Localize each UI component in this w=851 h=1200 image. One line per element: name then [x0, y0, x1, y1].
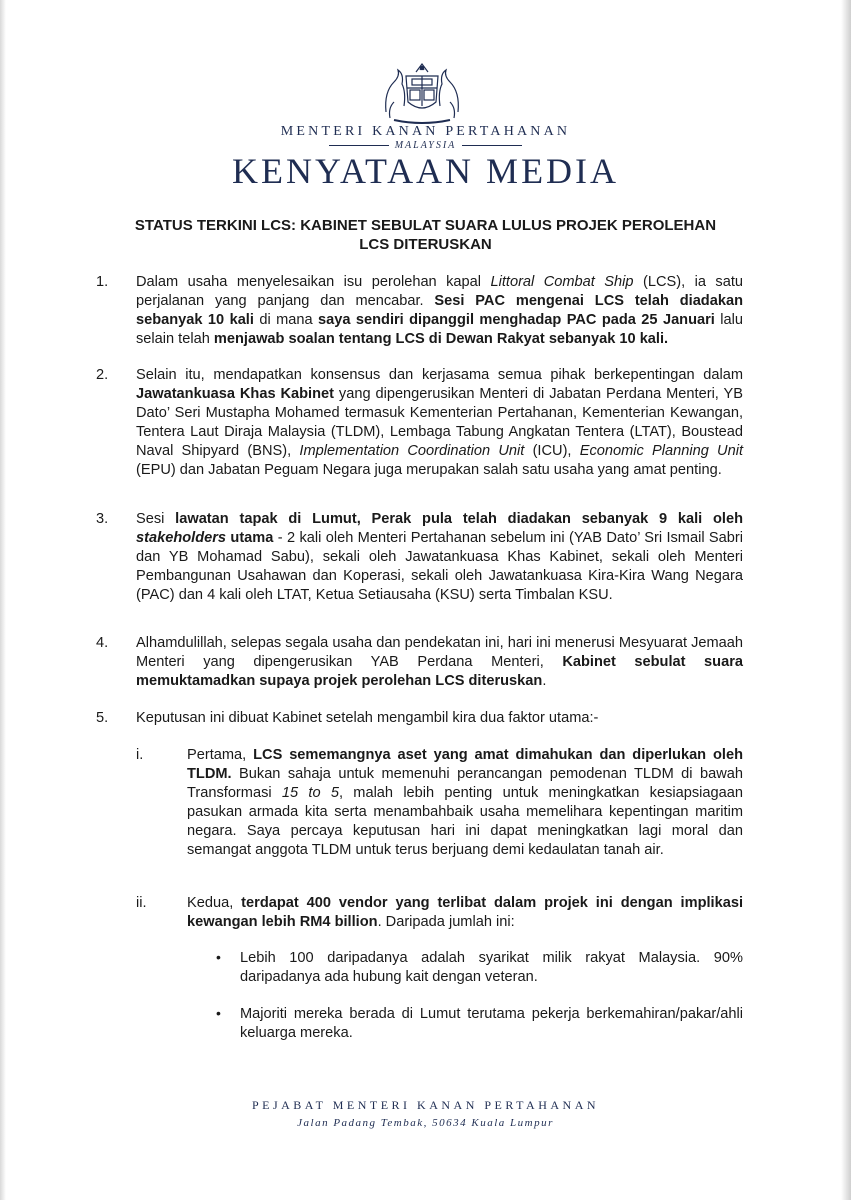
- text-run-bold: terdapat 400 vendor yang terlibat dalam projek ini dengan implikasi kewangan lebih RM4 billion: [187, 895, 743, 930]
- text-run: Alhamdulillah, selepas segala usaha dan pendekatan ini, hari ini menerusi Mesyuarat Jemaah Menteri yang dipengerusikan YAB Perdana Menteri,: [136, 635, 743, 670]
- paragraph-number: 2.: [96, 367, 109, 383]
- text-run-bold: utama: [226, 530, 274, 546]
- divider: [462, 145, 522, 146]
- paragraph-number: 1.: [96, 274, 109, 290]
- text-run: (ICU),: [524, 443, 580, 459]
- sub-item-number: i.: [136, 747, 144, 763]
- footer-address: Jalan Padang Tembak, 50634 Kuala Lumpur: [297, 1117, 554, 1129]
- text-run-italic: Littoral Combat Ship: [490, 274, 634, 290]
- text-run-bold: Sesi PAC mengenai LCS telah diadakan sebanyak 10 kali: [136, 293, 743, 328]
- text-run: . Daripada jumlah ini:: [377, 914, 515, 930]
- sub-item-i: [187, 746, 743, 860]
- text-run-bold: lawatan tapak di Lumut, Perak pula telah diadakan sebanyak 9 kali oleh: [175, 511, 743, 527]
- text-run-italic: Economic Planning Unit: [579, 443, 744, 459]
- text-run-bold: Jawatankuasa Khas Kabinet: [136, 386, 334, 402]
- text-run: (LCS), ia satu perjalanan yang panjang dan mencabar.: [136, 274, 743, 309]
- text-run: Selain itu, mendapatkan konsensus dan kerjasama semua pihak berkepentingan dalam: [136, 367, 743, 383]
- text-run: yang dipengerusikan Menteri di Jabatan Perdana Menteri, YB Dato’ Seri Mustapha Mohamed termasuk Kementerian Pertahanan, Kementerian Kewangan, Tentera Laut Diraja Malaysia (TLDM), Lembaga Tabung Angkatan Tentera (LTAT), Boustead Naval Shipyard (BNS),: [136, 386, 743, 459]
- text-run-italic: Implementation Coordination Unit: [299, 443, 525, 459]
- paragraph-3: [136, 510, 743, 605]
- paragraph-4: [136, 634, 743, 691]
- text-run-bold: Kabinet sebulat suara memuktamadkan supaya projek perolehan LCS diteruskan: [136, 654, 743, 689]
- paragraph-5: Keputusan ini dibuat Kabinet setelah mengambil kira dua faktor utama:-: [136, 710, 599, 726]
- text-run-italic: 15 to 5: [281, 785, 339, 801]
- text-run: Bukan sahaja untuk memenuhi perancangan pemodenan TLDM di bawah Transformasi: [187, 766, 743, 801]
- text-run: (EPU) dan Jabatan Peguam Negara juga merupakan salah satu usaha yang amat penting.: [136, 462, 722, 478]
- text-run-bold: LCS sememangnya aset yang amat dimahukan dan diperlukan oleh TLDM.: [187, 747, 743, 782]
- paragraph-1: [136, 273, 743, 349]
- sub-item-ii: [187, 894, 743, 932]
- malaysia-coat-of-arms-icon: [376, 62, 468, 126]
- bullet-item: Lebih 100 daripadanya adalah syarikat milik rakyat Malaysia. 90% daripadanya ada hubung kait dengan veteran.: [240, 950, 743, 985]
- text-run: , malah lebih penting untuk meningkatkan kesiapsiagaan pasukan armada kita serta menambahbaik usaha memelihara kepentingan maritim negara. Saya percaya keputusan hari ini dapat meningkatkan lagi moral dan semangat anggota TLDM untuk terus berjuang demi kedaulatan tanah air.: [187, 785, 743, 858]
- headline-line-2: LCS DITERUSKAN: [359, 236, 492, 253]
- bullet-icon: •: [216, 949, 221, 965]
- divider: [329, 145, 389, 146]
- text-run: - 2 kali oleh Menteri Pertahanan sebelum ini (YAB Dato’ Sri Ismail Sabri dan YB Mohamad Sabu), sekali oleh Jawatankuasa Khas Kabinet, sekali oleh Menteri Pembangunan Usahawan dan Koperasi, sekali oleh Jawatankuasa Kira-Kira Wang Negara (PAC) dan 4 kali oleh LTAT, Ketua Setiausaha (KSU) serta Timbalan KSU.: [136, 530, 743, 603]
- document-type-title: KENYATAAN MEDIA: [231, 151, 620, 191]
- paragraph-2: [136, 366, 743, 480]
- text-run: Dalam usaha menyelesaikan isu perolehan kapal: [136, 274, 491, 290]
- sub-item-number: ii.: [136, 895, 147, 911]
- text-run: Kedua,: [187, 895, 242, 911]
- text-run-bold: saya sendiri dipanggil menghadap PAC pada 25 Januari: [318, 312, 715, 328]
- ministry-title: MENTERI KANAN PERTAHANAN: [280, 124, 571, 139]
- country-text: MALAYSIA: [394, 140, 457, 151]
- bullet-icon: •: [216, 1005, 221, 1021]
- headline-line-1: STATUS TERKINI LCS: KABINET SEBULAT SUARA LULUS PROJEK PEROLEHAN: [134, 217, 717, 234]
- footer-office: PEJABAT MENTERI KANAN PERTAHANAN: [251, 1098, 600, 1112]
- text-run-bold-italic: stakeholders: [136, 530, 227, 546]
- paragraph-number: 3.: [96, 511, 109, 527]
- text-run: Sesi: [136, 511, 176, 527]
- text-run: di mana: [253, 312, 319, 328]
- text-run: .: [542, 673, 547, 689]
- headline: [105, 216, 746, 254]
- text-run-bold: menjawab soalan tentang LCS di Dewan Rakyat sebanyak 10 kali.: [213, 331, 669, 347]
- paragraph-number: 5.: [96, 710, 109, 726]
- text-run: lalu selain telah: [136, 312, 743, 347]
- bullet-item: Majoriti mereka berada di Lumut terutama pekerja berkemahiran/pakar/ahli keluarga mereka.: [240, 1006, 743, 1041]
- paragraph-number: 4.: [96, 635, 109, 651]
- text-run: Pertama,: [187, 747, 254, 763]
